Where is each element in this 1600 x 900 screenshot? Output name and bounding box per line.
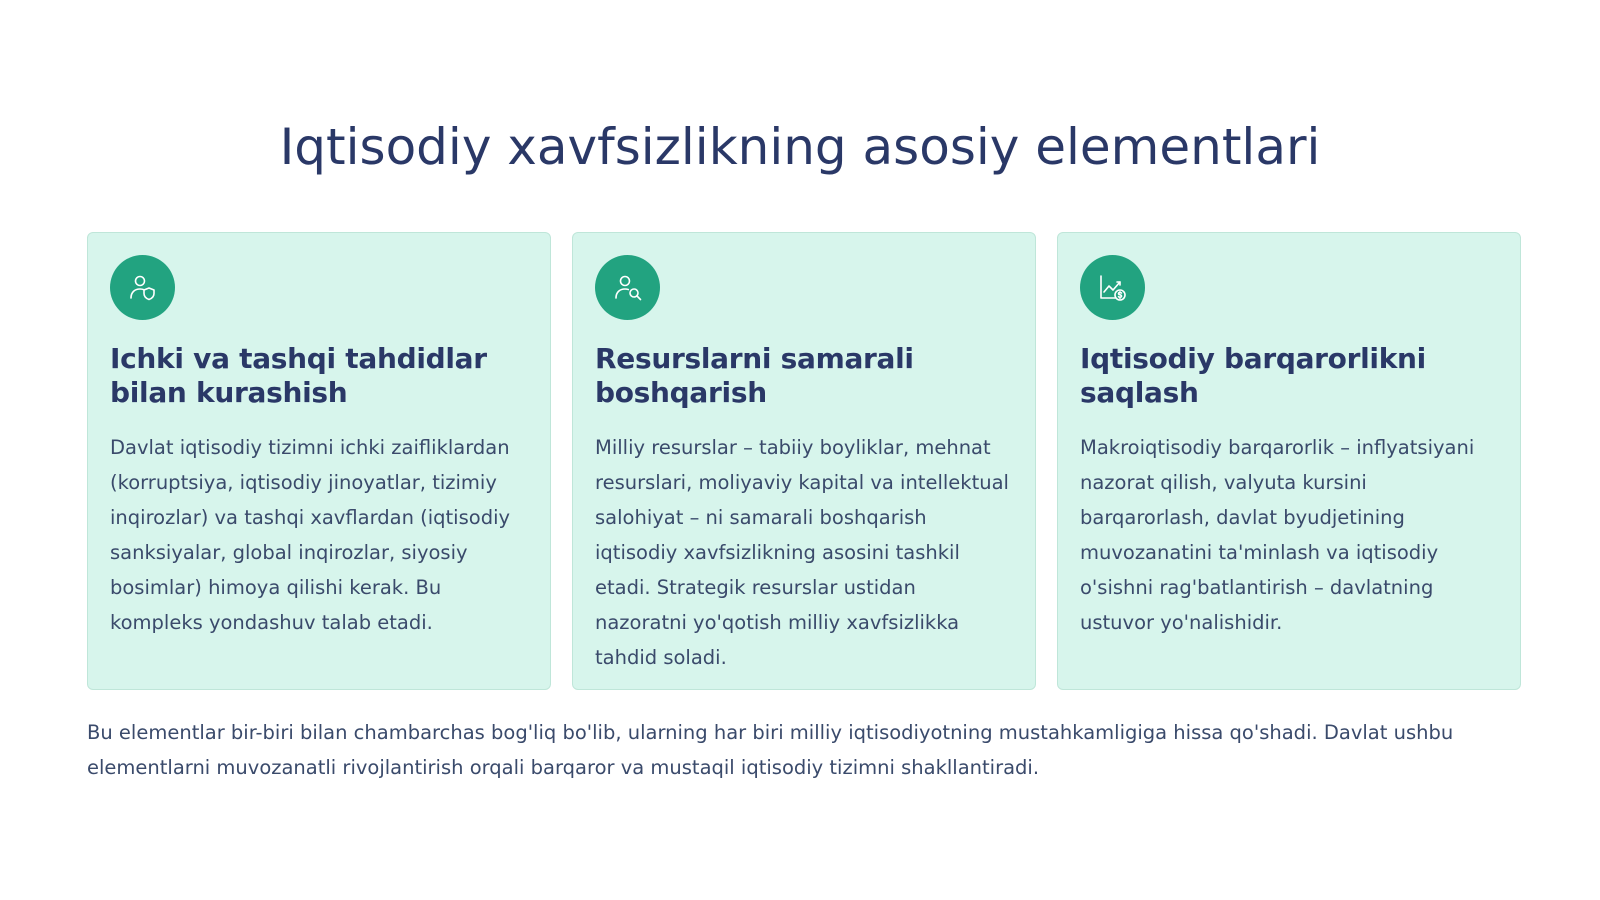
card-title: Resurslarni samarali boshqarish: [595, 342, 914, 409]
user-shield-icon: [110, 255, 175, 320]
card-title: Iqtisodiy barqarorlikni saqlash: [1080, 342, 1426, 409]
card-threats: [87, 232, 551, 690]
chart-dollar-icon: [1080, 255, 1145, 320]
card-title: Ichki va tashqi tahdidlar bilan kurashish: [110, 342, 487, 409]
user-search-icon: [595, 255, 660, 320]
slide-title: Iqtisodiy xavfsizlikning asosiy elementlari: [279, 118, 1321, 176]
card-stability: [1057, 232, 1521, 690]
card-text: Davlat iqtisodiy tizimni ichki zaifliklardan (korruptsiya, iqtisodiy jinoyatlar, tizimiy inqirozlar) va tashqi xavflardan (iqtisodiy sanksiyalar, global inqirozlar, siyosiy bosimlar) himoya qilishi kerak. Bu kompleks yondashuv talab etadi.: [110, 436, 511, 634]
cards-row: [87, 232, 1521, 690]
card-text: Makroiqtisodiy barqarorlik – inflyatsiyani nazorat qilish, valyuta kursini barqarorlash, davlat byudjetining muvozanatini ta'minlash va iqtisodiy o'sishni rag'batlantirish – davlatning ustuvor yo'nalishidir.: [1080, 436, 1475, 634]
card-resources: [572, 232, 1036, 690]
card-text: Milliy resurslar – tabiiy boyliklar, mehnat resurslari, moliyaviy kapital va intellektual salohiyat – ni samarali boshqarish iqtisodiy xavfsizlikning asosini tashkil etadi. Strategik resurslar ustidan nazoratni yo'qotish milliy xavfsizlikka tahdid soladi.: [595, 436, 1009, 669]
summary-paragraph: Bu elementlar bir-biri bilan chambarchas bog'liq bo'lib, ularning har biri milliy iqtisodiyotning mustahkamligiga hissa qo'shadi. Davlat ushbu elementlarni muvozanatli rivojlantirish orqali barqaror va mustaqil iqtisodiy tizimni shakllantiradi.: [87, 721, 1454, 779]
